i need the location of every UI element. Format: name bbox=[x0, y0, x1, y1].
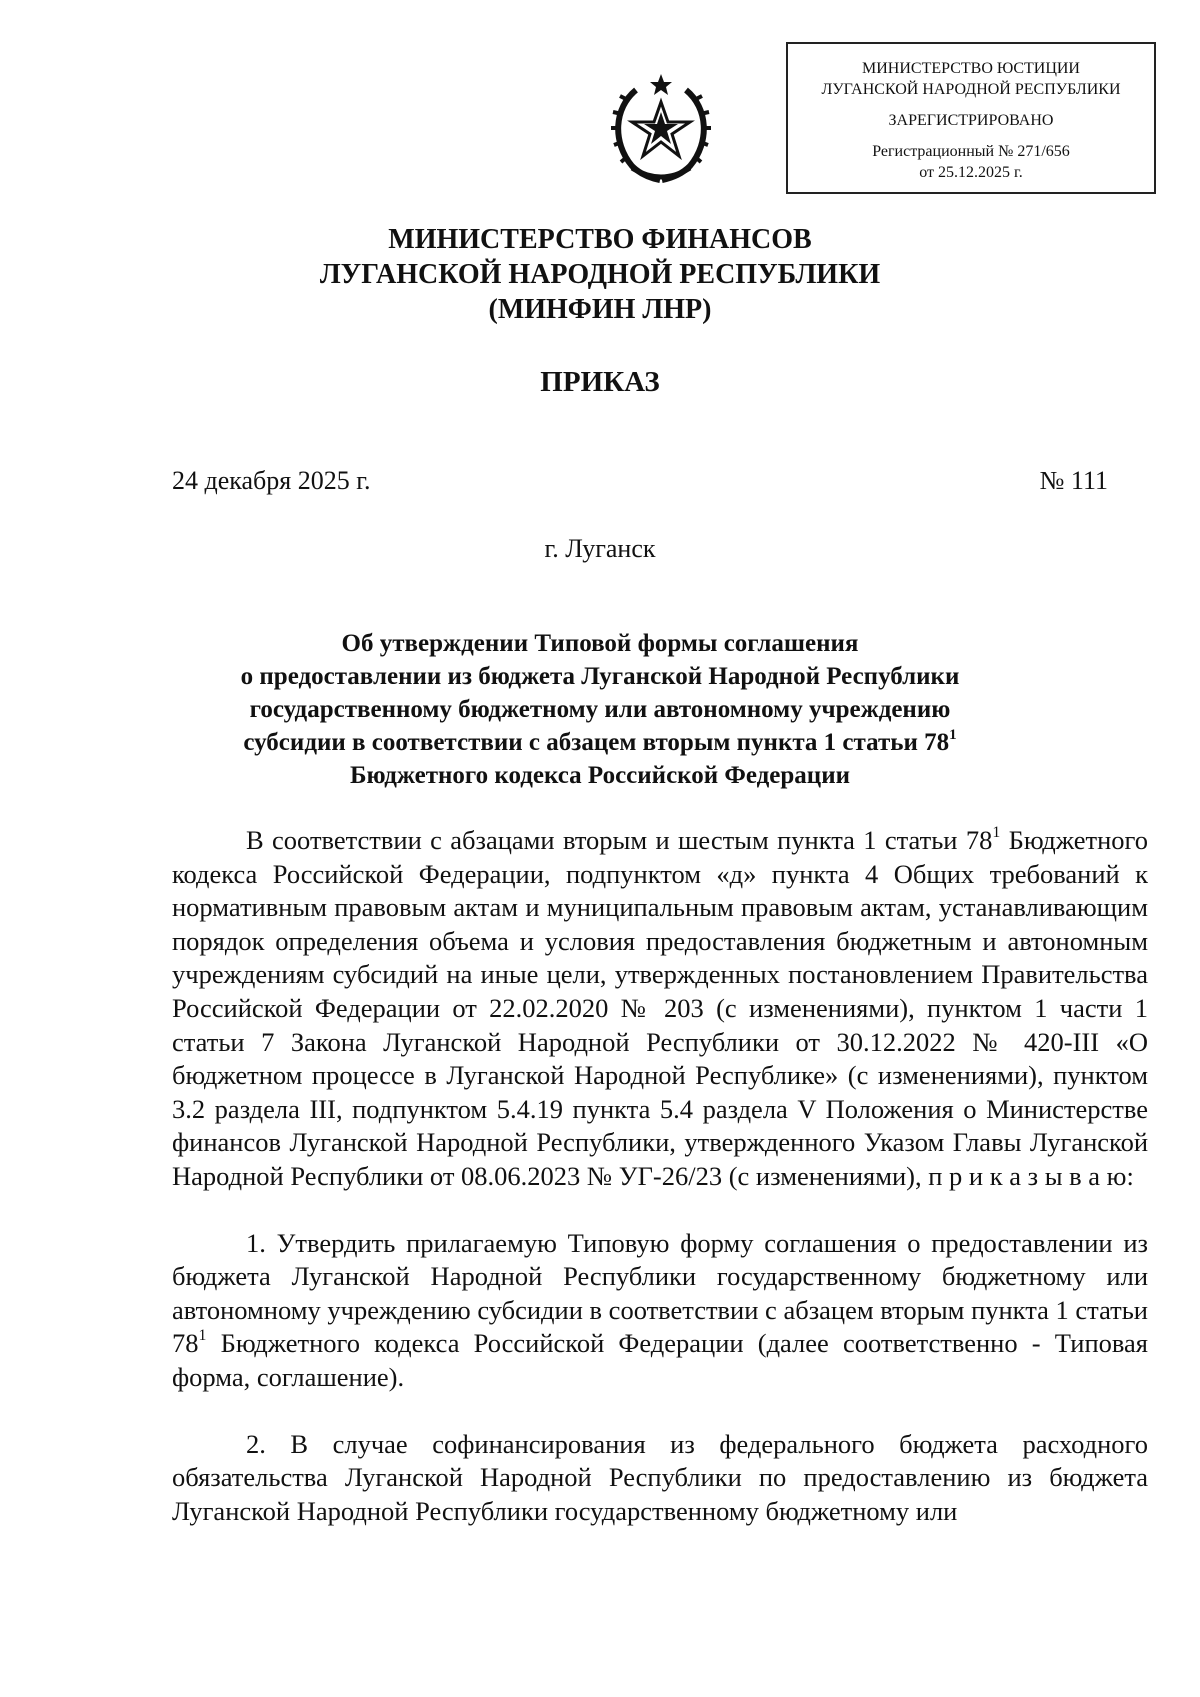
heading-line-4-superscript: 1 bbox=[949, 726, 957, 743]
preamble-superscript: 1 bbox=[992, 824, 1001, 842]
heading-line-4-text: субсидии в соответствии с абзацем вторым пункта 1 статьи 78 bbox=[243, 729, 950, 756]
stamp-reg-date: от 25.12.2025 г. bbox=[919, 164, 1023, 181]
coat-of-arms-emblem bbox=[606, 70, 716, 190]
stamp-reg-number: Регистрационный № 271/656 bbox=[872, 143, 1070, 160]
heading-line-2: о предоставлении из бюджета Луганской Народной Республики bbox=[240, 663, 960, 690]
heading-line-5: Бюджетного кодекса Российской Федерации bbox=[349, 762, 850, 789]
document-type-title: ПРИКАЗ bbox=[540, 366, 660, 398]
clause-1-text-b: Бюджетного кодекса Российской Федерации (далее соответственно - Типовая форма, соглашение). bbox=[172, 1328, 1148, 1392]
clause-1-text-a: 1. Утвердить прилагаемую Типовую форму соглашения о предоставлении из бюджета Луганской Народной Республики государственному бюджетному или автономному учреждению субсидии в соответствии с абзацем вторым пункта 1 статьи 78 bbox=[172, 1227, 1148, 1359]
ministry-name bbox=[0, 222, 1200, 327]
order-city: г. Луганск bbox=[544, 534, 656, 563]
heading-line-1: Об утверждении Типовой формы соглашения bbox=[341, 630, 859, 657]
order-date: 24 декабря 2025 г. bbox=[172, 466, 371, 495]
order-body bbox=[172, 824, 1148, 1528]
order-number: № 111 bbox=[1039, 466, 1108, 495]
order-heading bbox=[0, 627, 1200, 792]
preamble-text-b: Бюджетного кодекса Российской Федерации, подпунктом «д» пункта 4 Общих требований к нормативным правовым актам и муниципальным правовым актам, устанавливающим порядок определения объема и условия предоставления бюджетным и автономным учреждениям субсидий на иные цели, утвержденных постановлением Правительства Российской Федерации от 22.02.2020 № 203 (с изменениями), пунктом 1 части 1 статьи 7 Закона Луганской Народной Республики от 30.12.2022 № 420-III «О бюджетном процессе в Луганской Народной Республике» (с изменениями), пунктом 3.2 раздела III, подпунктом 5.4.19 пункта 5.4 раздела V Положения о Министерстве финансов Луганской Народной Республики, утвержденного Указом Главы Луганской Народной Республики от 08.06.2023 № УГ-26/23 (с изменениями), п р и к а з ы в а ю: bbox=[172, 825, 1148, 1191]
stamp-line-1: МИНИСТЕРСТВО ЮСТИЦИИ bbox=[862, 60, 1080, 77]
ministry-line-1: МИНИСТЕРСТВО ФИНАНСОВ bbox=[388, 224, 812, 255]
clause-2-paragraph: 2. В случае софинансирования из федерального бюджета расходного обязательства Луганской Народной Республики по предоставлению из бюджета Луганской Народной Республики государственному бюджетному или bbox=[172, 1428, 1148, 1526]
heading-line-4 bbox=[0, 726, 1200, 759]
clause-1-superscript: 1 bbox=[198, 1327, 207, 1345]
preamble-paragraph bbox=[172, 824, 1148, 1194]
ministry-line-3: (МИНФИН ЛНР) bbox=[488, 294, 712, 325]
heading-line-3: государственному бюджетному или автономному учреждению bbox=[249, 696, 951, 723]
registration-stamp bbox=[786, 42, 1156, 194]
preamble-text-a: В соответствии с абзацами вторым и шестым пункта 1 статьи 78 bbox=[246, 825, 993, 855]
ministry-line-2: ЛУГАНСКОЙ НАРОДНОЙ РЕСПУБЛИКИ bbox=[319, 259, 881, 290]
stamp-line-2: ЛУГАНСКОЙ НАРОДНОЙ РЕСПУБЛИКИ bbox=[821, 81, 1121, 98]
stamp-status: ЗАРЕГИСТРИРОВАНО bbox=[888, 112, 1054, 129]
clause-1-paragraph bbox=[172, 1227, 1148, 1395]
